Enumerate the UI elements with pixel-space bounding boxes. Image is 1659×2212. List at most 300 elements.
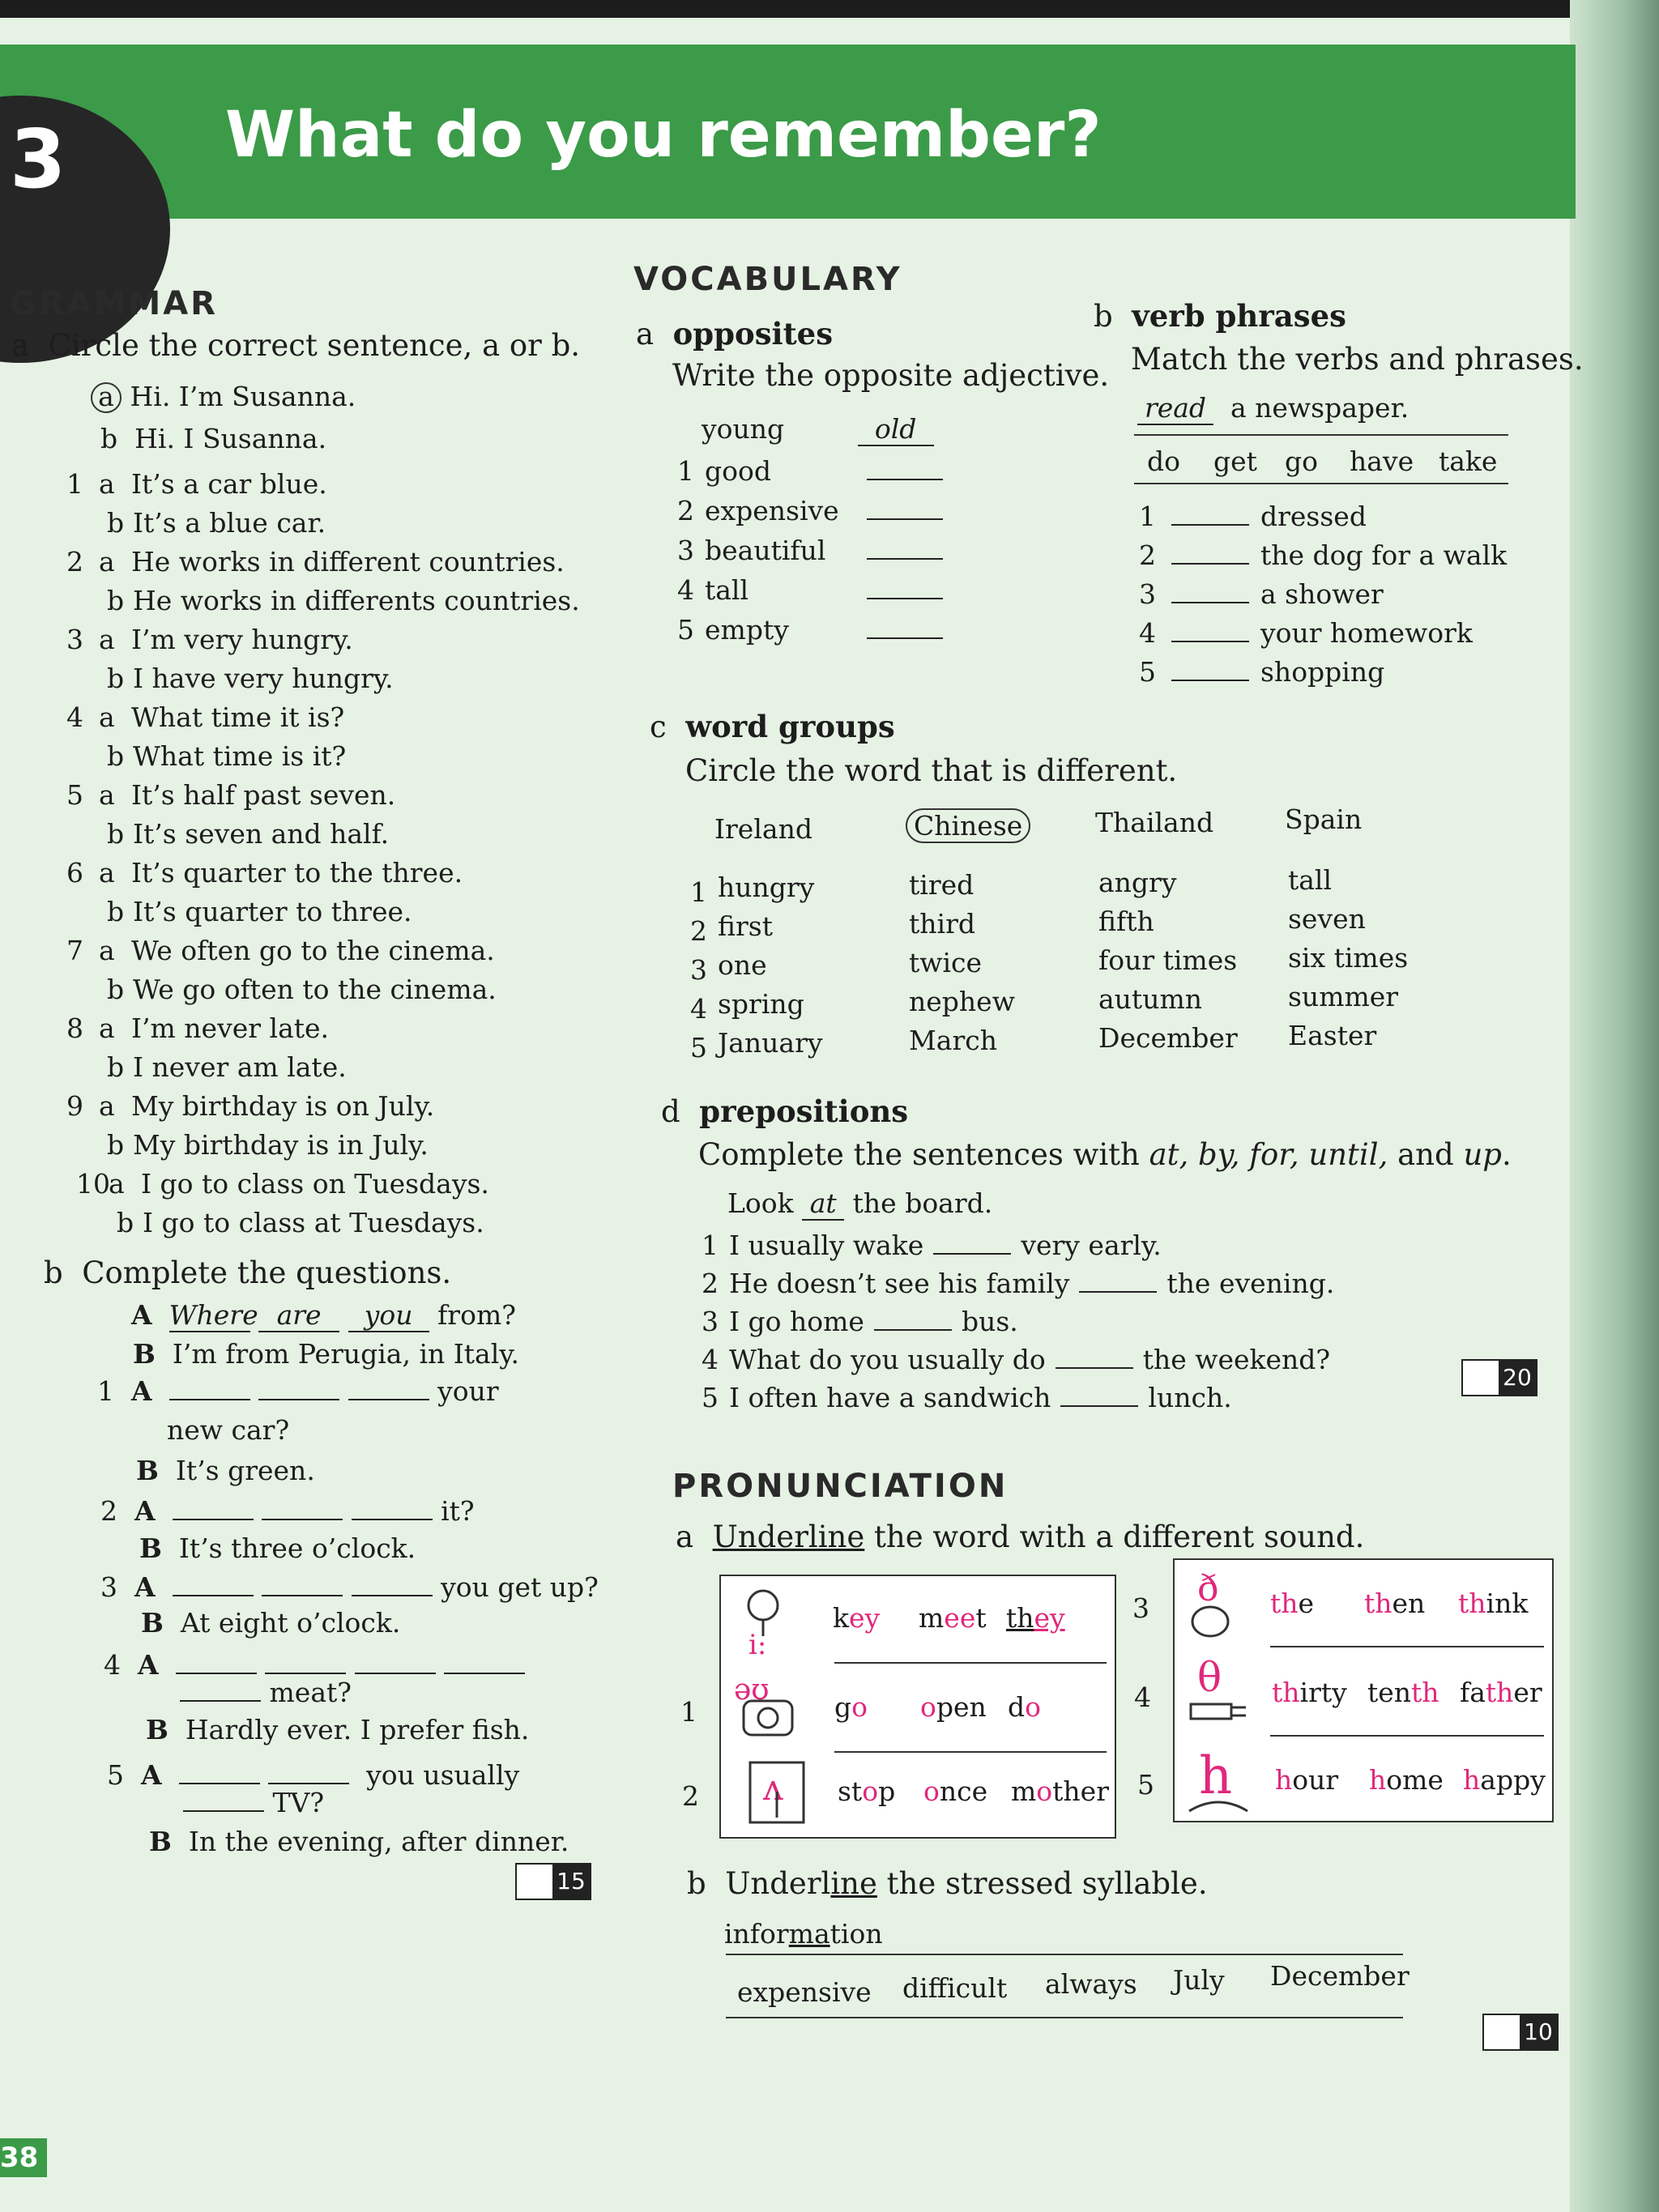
answer-blank[interactable] (867, 535, 943, 560)
page-spine-edge (1570, 0, 1659, 2212)
word-segment: o (851, 1691, 868, 1723)
item-number: 4 (702, 1344, 719, 1375)
opposite-item (677, 535, 943, 566)
opposite-item (677, 614, 943, 646)
answer-blank[interactable] (874, 1306, 952, 1331)
word-segment: nce (939, 1775, 988, 1807)
item-number: 3 (702, 1306, 719, 1337)
sound-word[interactable] (1458, 1588, 1528, 1619)
pron-a-instruction: a Underline the word with a different sound. (676, 1519, 1365, 1554)
word-segment: o (1025, 1691, 1041, 1723)
answer-blank[interactable] (1060, 1383, 1138, 1407)
verb-phrase-item (1139, 656, 1384, 688)
word-segment: o (920, 1691, 936, 1723)
svg-text:i:: i: (748, 1629, 767, 1656)
grammar-b-q1: 1 A your (97, 1375, 499, 1407)
sentence-end: the evening. (1166, 1268, 1335, 1299)
grammar-item-a (66, 1090, 434, 1122)
vocab-b-title: b verb phrases (1094, 298, 1346, 334)
word-option[interactable]: tall (1288, 864, 1333, 896)
vocab-d-example: Look at the board. (727, 1187, 993, 1219)
option-a-marker: a (99, 1012, 115, 1044)
option-a-marker: a (99, 1090, 115, 1122)
option-b-text[interactable]: He works in differents countries. (133, 585, 580, 616)
svg-text:ʌ: ʌ (763, 1767, 783, 1809)
answer-blank[interactable] (933, 1230, 1011, 1255)
verb-phrase-item (1139, 617, 1473, 649)
option-a-marker: a (99, 546, 115, 578)
verb-box-top-rule (1134, 434, 1508, 436)
item-number: 2 (682, 1780, 699, 1812)
grammar-item-b (107, 896, 412, 927)
word-segment: ey (1034, 1602, 1065, 1634)
grammar-b-instruction: b Complete the questions. (44, 1255, 452, 1290)
svg-text:əʊ: əʊ (734, 1677, 770, 1707)
grammar-item-b (107, 974, 497, 1005)
word-segment: th (1458, 1588, 1486, 1619)
option-a-marker: a (99, 468, 115, 500)
grammar-a-instruction: a Circle the correct sentence, a or b. (11, 328, 581, 363)
grammar-item-a (66, 624, 353, 655)
sound-word[interactable] (923, 1775, 987, 1807)
word-segment: ome (1386, 1764, 1444, 1796)
vocab-a-title: a opposites (636, 316, 834, 352)
grammar-item-a (66, 1012, 329, 1044)
word-option[interactable]: spring (718, 988, 804, 1020)
sentence-start: What do you usually do (729, 1344, 1046, 1375)
page-title: What do you remember? (225, 99, 1102, 172)
item-number: 4 (690, 993, 707, 1025)
word-option[interactable]: four times (1098, 944, 1238, 976)
answer-blank[interactable] (1171, 579, 1249, 603)
opposite-item (677, 574, 943, 606)
opposite-word: empty (705, 614, 789, 646)
option-a-marker: a (99, 779, 115, 811)
item-number: 10 (76, 1168, 110, 1200)
sound-word[interactable] (1460, 1677, 1542, 1708)
word-segment: ther (1052, 1775, 1109, 1807)
option-a-text[interactable]: My birthday is on July. (131, 1090, 435, 1122)
vocab-d-title: d prepositions (661, 1093, 909, 1129)
grammar-item-b (107, 1051, 347, 1083)
answer-blank[interactable] (1171, 618, 1249, 642)
option-a-text[interactable]: I’m very hungry. (131, 624, 353, 655)
grammar-b-q2: 2 A it? (100, 1495, 475, 1527)
item-number: 5 (66, 779, 83, 811)
stress-word[interactable]: expensive (737, 1976, 872, 2008)
up-arrow-icon (745, 1759, 810, 1827)
grammar-b-q4: 4 A (104, 1649, 525, 1681)
option-a-text[interactable]: It’s a car blue. (131, 468, 327, 500)
word-group-example[interactable] (906, 810, 1030, 842)
word-segment: p (878, 1775, 896, 1807)
item-number: 4 (1139, 617, 1156, 649)
grammar-item-a (66, 935, 495, 966)
vocab-a-instruction: Write the opposite adjective. (672, 358, 1110, 393)
option-b-marker: b (107, 663, 125, 694)
preposition-item (702, 1382, 1232, 1413)
option-a-text[interactable]: It’s quarter to the three. (131, 857, 463, 889)
stress-word[interactable]: December (1270, 1960, 1410, 1992)
word: Thailand (1095, 807, 1214, 838)
option-b-marker: b (107, 974, 125, 1005)
item-number: 5 (677, 614, 694, 646)
word-option[interactable]: autumn (1098, 983, 1202, 1015)
option-a-marker: a (99, 935, 115, 966)
option-b-marker: b (107, 740, 125, 772)
option-b-marker: b (107, 818, 125, 850)
word-option[interactable]: first (718, 910, 773, 942)
word-option[interactable]: third (909, 908, 975, 940)
verb-option[interactable]: take (1439, 445, 1498, 477)
word-option[interactable]: one (718, 949, 767, 981)
word-option[interactable]: twice (909, 947, 983, 978)
word-segment: pen (936, 1691, 987, 1723)
word-option[interactable]: December (1098, 1022, 1238, 1054)
word-option[interactable]: hungry (718, 872, 815, 903)
option-b-text[interactable]: I have very hungry. (133, 663, 394, 694)
phrase-text: a shower (1260, 578, 1384, 610)
mother-figure-icon (1186, 1568, 1243, 1641)
opposite-word: expensive (705, 495, 839, 526)
word-segment: m (919, 1602, 945, 1634)
sound-word[interactable] (1008, 1691, 1041, 1723)
item-number: 3 (1132, 1592, 1149, 1624)
answer-blank[interactable] (1056, 1345, 1133, 1369)
option-b-marker: b (107, 585, 125, 616)
sound-word[interactable] (1364, 1588, 1425, 1619)
grammar-b-q4-line2: meat? (180, 1677, 352, 1708)
score-input[interactable] (1463, 1361, 1499, 1395)
sound-word[interactable] (1272, 1677, 1347, 1708)
vocab-d-instruction: Complete the sentences with at, by, for, until, and up. (698, 1137, 1512, 1172)
pronunciation-score-box: 10 (1482, 2014, 1559, 2051)
item-number: 5 (1137, 1769, 1154, 1801)
item-number: 4 (1134, 1681, 1151, 1713)
option-b-marker: b (107, 896, 125, 927)
item-number: 2 (1139, 539, 1156, 571)
item-number: 3 (66, 624, 83, 655)
word-segment: e (1298, 1588, 1315, 1619)
option-a-marker: a (99, 624, 115, 655)
grammar-heading: GRAMMAR (10, 285, 218, 322)
item-number: 2 (677, 495, 694, 526)
stress-word[interactable]: always (1045, 1968, 1137, 2000)
option-a-text[interactable]: I go to class on Tuesdays. (141, 1168, 489, 1200)
verb-option[interactable]: get (1213, 445, 1257, 477)
word-segment: h (1275, 1764, 1293, 1796)
option-a-marker: a (109, 1168, 125, 1200)
item-number: 2 (66, 546, 83, 578)
item-number: 6 (66, 857, 83, 889)
word-segment: th (1270, 1588, 1299, 1619)
grammar-item-a (66, 468, 327, 500)
word-option[interactable]: March (909, 1025, 997, 1056)
answer-blank[interactable] (867, 456, 943, 480)
word-segment: th (1411, 1677, 1439, 1708)
item-number: 2 (702, 1268, 719, 1299)
sentence-start: He doesn’t see his family (729, 1268, 1070, 1299)
grammar-item-b (107, 818, 389, 850)
grammar-b-q5-answer: B In the evening, after dinner. (149, 1826, 569, 1857)
pronunciation-heading: PRONUNCIATION (672, 1468, 1009, 1505)
svg-text:ð: ð (1197, 1568, 1219, 1609)
word-segment: our (1292, 1764, 1339, 1796)
grammar-b-q3-answer: B At eight o’clock. (141, 1607, 401, 1639)
pron-b-instruction: b Underline the stressed syllable. (687, 1866, 1208, 1901)
stress-word[interactable]: difficult (902, 1972, 1008, 2004)
word-segment: ten (1367, 1677, 1412, 1708)
sentence-start: I usually wake (729, 1230, 924, 1261)
grammar-b-example-answer: B I’m from Perugia, in Italy. (133, 1338, 520, 1370)
grammar-b-q4-answer: B Hardly ever. I prefer fish. (146, 1714, 530, 1745)
word-segment: o (1036, 1775, 1053, 1807)
item-number: 5 (690, 1032, 707, 1063)
item-number: 4 (677, 574, 694, 606)
option-b-text[interactable]: I go to class at Tuesdays. (143, 1207, 484, 1238)
verb-phrase-item (1139, 578, 1384, 610)
vocabulary-heading: VOCABULARY (633, 261, 902, 298)
vocab-a-example: young old (702, 413, 934, 446)
item-number: 1 (66, 468, 83, 500)
grammar-b-q2-answer: B It’s three o’clock. (139, 1532, 416, 1564)
vocab-c-instruction: Circle the word that is different. (685, 753, 1178, 788)
word-segment: fa (1460, 1677, 1486, 1708)
sound-word[interactable] (1367, 1677, 1439, 1708)
grammar-item-b (107, 663, 394, 694)
option-b-text[interactable]: It’s seven and half. (133, 818, 390, 850)
word-option[interactable]: Easter (1288, 1020, 1377, 1051)
word-segment: m (1011, 1775, 1037, 1807)
word-segment: t (975, 1602, 987, 1634)
phrase-text: your homework (1260, 617, 1473, 649)
sound-word[interactable] (1270, 1588, 1314, 1619)
item-number: 1 (690, 876, 707, 908)
option-b-marker: b (107, 1129, 125, 1161)
unit-number: 3 (10, 112, 66, 207)
stress-word[interactable]: July (1173, 1964, 1225, 1996)
item-number: 5 (702, 1382, 719, 1413)
grammar-b-q1-line2: new car? (167, 1414, 290, 1446)
grammar-item-a (76, 1168, 489, 1200)
item-number: 1 (680, 1696, 697, 1728)
option-b-text[interactable]: What time is it? (133, 740, 347, 772)
word: Ireland (714, 813, 812, 845)
item-number: 3 (690, 954, 707, 986)
item-number: 1 (677, 455, 694, 487)
scan-top-edge (0, 0, 1659, 18)
word-option[interactable]: six times (1288, 942, 1409, 974)
option-b-text[interactable]: It’s a blue car. (133, 507, 326, 539)
grammar-b-q3: 3 A you get up? (100, 1571, 599, 1603)
telephone-icon (734, 1677, 810, 1745)
option-b-text[interactable]: My birthday is in July. (133, 1129, 429, 1161)
sentence-end: the weekend? (1142, 1344, 1331, 1375)
option-b-text[interactable]: It’s quarter to three. (133, 896, 412, 927)
vocab-b-example: read a newspaper. (1137, 392, 1409, 425)
answer-blank[interactable] (1171, 657, 1249, 681)
answer-blank[interactable] (1171, 540, 1249, 565)
grammar-a-example-b: b Hi. I Susanna. (100, 423, 327, 454)
word-segment: th (1485, 1677, 1514, 1708)
score-input[interactable] (517, 1865, 552, 1899)
opposite-item (677, 495, 943, 526)
word-option[interactable]: summer (1288, 981, 1399, 1012)
verb-option[interactable]: go (1285, 445, 1318, 477)
phrase-text: the dog for a walk (1260, 539, 1508, 571)
option-a-text[interactable]: I’m never late. (131, 1012, 330, 1044)
pron-b-example: information (724, 1918, 883, 1950)
vocabulary-score-box: 20 (1461, 1359, 1537, 1396)
sound-word[interactable] (920, 1691, 987, 1723)
word-group-example (1095, 807, 1213, 838)
opposite-word: good (705, 455, 771, 487)
item-number: 3 (677, 535, 694, 566)
sound-word[interactable] (1006, 1602, 1065, 1634)
option-a-marker: a (99, 701, 115, 733)
phrase-text: dressed (1260, 501, 1367, 532)
sound-word[interactable] (1463, 1764, 1546, 1796)
word-segment: appy (1480, 1764, 1546, 1796)
sound-word[interactable] (919, 1602, 987, 1634)
answer-blank[interactable] (867, 615, 943, 639)
grammar-item-b (107, 585, 580, 616)
preposition-item (702, 1268, 1334, 1299)
sentence-end: very early. (1021, 1230, 1162, 1261)
option-a-marker: a (99, 857, 115, 889)
phrase-text: shopping (1260, 656, 1385, 688)
grammar-item-b (117, 1207, 484, 1238)
word-group-example (714, 813, 812, 845)
grammar-item-b (107, 740, 346, 772)
opposite-word: beautiful (705, 535, 826, 566)
option-a-text[interactable]: He works in different countries. (131, 546, 565, 578)
word-segment: o (862, 1775, 879, 1807)
svg-text:θ: θ (1197, 1656, 1222, 1701)
word: Spain (1285, 803, 1363, 835)
tree-icon (739, 1588, 791, 1656)
preposition-item (702, 1344, 1330, 1375)
option-b-marker: b (107, 507, 125, 539)
answer-blank[interactable] (1079, 1268, 1157, 1293)
word-option[interactable]: January (718, 1027, 823, 1059)
word-option[interactable]: fifth (1098, 906, 1154, 937)
word-segment: en (1392, 1588, 1426, 1619)
word-option[interactable]: nephew (909, 986, 1015, 1017)
sentence-start: I often have a sandwich (729, 1382, 1051, 1413)
word[interactable]: Chinese (906, 808, 1030, 843)
word-segment: er (1513, 1677, 1542, 1708)
answer-blank[interactable] (867, 575, 943, 599)
grammar-a-example-a: a Hi. I’m Susanna. (91, 381, 356, 413)
vocab-c-title: c word groups (650, 709, 895, 744)
grammar-item-b (107, 1129, 429, 1161)
word-group-example (1285, 803, 1362, 835)
word-segment: k (833, 1602, 849, 1634)
page-number: 38 (0, 2138, 47, 2177)
sound-word[interactable] (1369, 1764, 1444, 1796)
sentence-end: lunch. (1148, 1382, 1232, 1413)
verb-phrase-item (1139, 501, 1367, 532)
verb-phrase-item (1139, 539, 1507, 571)
item-number: 9 (66, 1090, 83, 1122)
sentence-start: I go home (729, 1306, 864, 1337)
word-segment: irty (1299, 1677, 1347, 1708)
word-segment: th (1006, 1602, 1034, 1634)
option-a-text[interactable]: It’s half past seven. (131, 779, 396, 811)
option-a-text[interactable]: We often go to the cinema. (131, 935, 495, 966)
word-segment: th (1272, 1677, 1300, 1708)
item-number: 7 (66, 935, 83, 966)
word-option[interactable]: angry (1098, 867, 1177, 898)
sound-word[interactable] (833, 1602, 880, 1634)
verb-option[interactable]: do (1147, 445, 1180, 477)
word-option[interactable]: tired (909, 869, 975, 901)
word-segment: ey (849, 1602, 881, 1634)
word-segment: th (1364, 1588, 1392, 1619)
grammar-item-a (66, 857, 463, 889)
item-number: 1 (702, 1230, 719, 1261)
sound-word[interactable] (1011, 1775, 1109, 1807)
grammar-b-q1-answer: B It’s green. (136, 1455, 315, 1486)
sentence-end: bus. (961, 1306, 1018, 1337)
word-segment: ee (944, 1602, 976, 1634)
opposite-word: tall (705, 574, 749, 606)
preposition-item (702, 1306, 1018, 1337)
option-b-text[interactable]: We go often to the cinema. (133, 974, 497, 1005)
item-number: 4 (66, 701, 83, 733)
grammar-b-q5-line2: TV? (183, 1787, 324, 1818)
score-input[interactable] (1484, 2015, 1520, 2049)
opposite-item (677, 455, 943, 487)
option-b-marker: b (107, 1051, 125, 1083)
option-b-marker: b (117, 1207, 134, 1238)
word-segment: st (838, 1775, 863, 1807)
item-number: 5 (1139, 656, 1156, 688)
grammar-b-q5: 5 A you usually (107, 1759, 520, 1791)
item-number: 2 (690, 915, 707, 947)
answer-blank[interactable] (1171, 501, 1249, 526)
grammar-item-b (107, 507, 326, 539)
sound-word[interactable] (834, 1691, 868, 1723)
item-number: 1 (1139, 501, 1156, 532)
svg-text:h: h (1199, 1746, 1233, 1806)
verb-box-bottom-rule (1134, 483, 1508, 484)
word-segment: h (1463, 1764, 1481, 1796)
house-icon (1186, 1743, 1251, 1816)
sound-word[interactable] (1275, 1764, 1338, 1796)
vocab-b-instruction: Match the verbs and phrases. (1131, 342, 1584, 377)
word-segment: o (923, 1775, 940, 1807)
word-segment: ink (1486, 1588, 1529, 1619)
sound-word[interactable] (838, 1775, 895, 1807)
item-number: 3 (1139, 578, 1156, 610)
word-segment: g (834, 1691, 852, 1723)
answer-blank[interactable] (867, 496, 943, 520)
grammar-b-example-question: A Where are you from? (131, 1299, 516, 1331)
word-segment: h (1369, 1764, 1387, 1796)
option-b-text[interactable]: I never am late. (133, 1051, 347, 1083)
grammar-item-a (66, 546, 565, 578)
grammar-score-box: 15 (515, 1863, 591, 1900)
option-a-text[interactable]: What time it is? (131, 701, 345, 733)
verb-option[interactable]: have (1350, 445, 1414, 477)
word-option[interactable]: seven (1288, 903, 1366, 935)
preposition-item (702, 1230, 1162, 1261)
item-number: 8 (66, 1012, 83, 1044)
grammar-item-a (66, 779, 395, 811)
word-segment: d (1008, 1691, 1026, 1723)
